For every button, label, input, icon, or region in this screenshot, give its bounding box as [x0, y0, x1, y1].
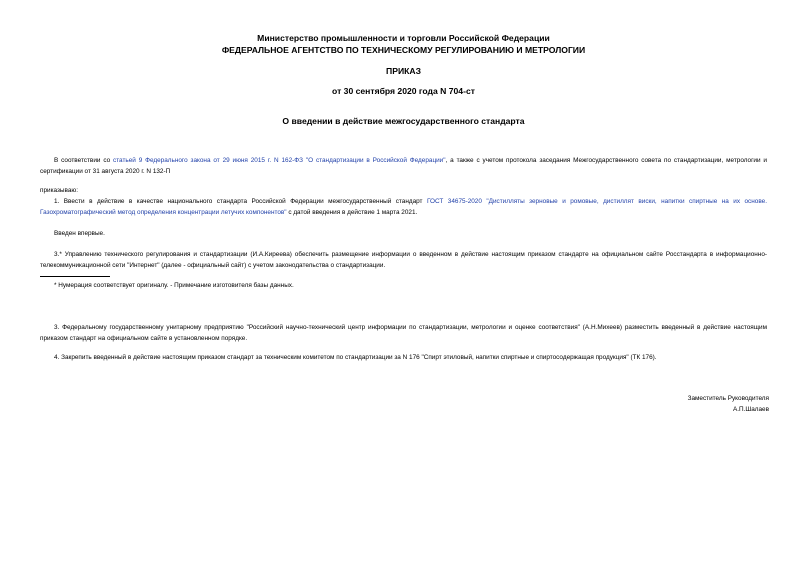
introduced-first-note: Введен впервые. [54, 230, 105, 237]
item-3-center-text: 3. Федеральному государственному унитарному предприятию "Российский научно-технический центр информации по стандартизации, метрологии и оценке соответствия" (А.Н.Михеев) разместить введенный в действие настоящим приказом стандарт на официальном сайте в установленном порядке. [40, 324, 767, 342]
document-title: О введении в действие межгосударственного стандарта [282, 116, 525, 126]
item-3-center-paragraph [40, 322, 767, 344]
law-link[interactable]: статьей 9 Федерального закона от 29 июня 2015 г. N 162-ФЗ "О стандартизации в Российской Федерации" [113, 157, 446, 164]
ministry-name: Министерство промышленности и торговли Российской Федерации [257, 33, 550, 43]
standard-link[interactable]: ГОСТ 34675-2020 "Дистилляты зерновые и ромовые, дистиллят виски, напитки спиртные на их основе. Газохроматографический метод определения концентрации летучих компонентов" [40, 198, 767, 216]
order-word: приказываю: [40, 187, 78, 194]
document-date-number: от 30 сентября 2020 года N 704-ст [332, 86, 475, 96]
preamble-text-end: , а также с учетом протокола заседания Межгосударственного совета по стандартизации, метрологии и сертификации от 31 августа 2020 г. N 132-П [40, 157, 767, 175]
footnote-divider [40, 276, 110, 277]
signatory-position: Заместитель Руководителя [687, 395, 769, 402]
footnote: * Нумерация соответствует оригиналу. - Примечание изготовителя базы данных. [54, 282, 294, 289]
item-3-agency-text: 3.* Управлению технического регулирования и стандартизации (И.А.Киреева) обеспечить размещение информации о введенном в действие настоящим приказом стандарте на официальном сайте Росстандарта в информационно-телекоммуникационной сети "Интернет" (далее - официальный сайт) с учетом законодательства о стандартизации. [40, 251, 767, 269]
item-1-text-start: 1. Ввести в действие в качестве национального стандарта Российской Федерации межгосударственный стандарт [54, 198, 427, 205]
item-1-paragraph [40, 196, 767, 218]
preamble-paragraph [40, 155, 767, 177]
item-3-agency-paragraph [40, 249, 767, 271]
preamble-text-start: В соответствии со [54, 157, 113, 164]
signatory-name: А.П.Шалаев [732, 406, 769, 413]
item-1-text-end: с датой введения в действие 1 марта 2021. [286, 209, 418, 216]
item-4-text: 4. Закрепить введенный в действие настоящим приказом стандарт за техническим комитетом по стандартизации за N 176 "Спирт этиловый, напитки спиртные и спиртосодержащая продукция" (ТК 176). [54, 354, 657, 361]
agency-name: ФЕДЕРАЛЬНОЕ АГЕНТСТВО ПО ТЕХНИЧЕСКОМУ РЕГУЛИРОВАНИЮ И МЕТРОЛОГИИ [221, 45, 586, 55]
item-4-paragraph [40, 352, 767, 363]
document-type: ПРИКАЗ [386, 66, 421, 76]
